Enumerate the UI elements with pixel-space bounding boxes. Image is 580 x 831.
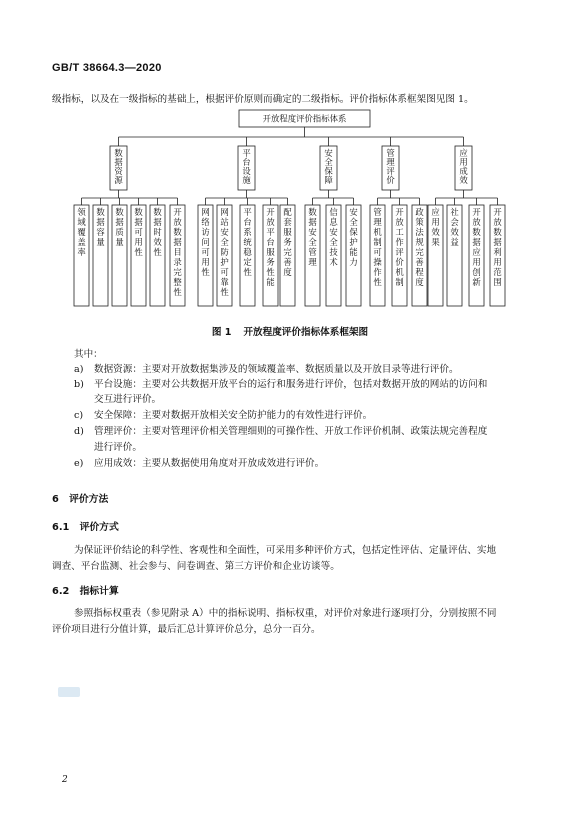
svg-text:开放数据利用范围: 开放数据利用范围 — [493, 207, 502, 287]
list-marker: b) — [74, 379, 84, 390]
paragraph-6-2-line-2: 评价项目进行分值计算，最后汇总计算评价总分，总分一百分。 — [52, 624, 321, 635]
list-text: 管理评价：主要对管理评价相关管理细则的可操作性、开放工作评价机制、政策法规完善程度 — [94, 426, 488, 437]
section-title: 评价方法 — [69, 494, 109, 505]
diagram-group-node — [110, 146, 127, 190]
svg-text:管理评价: 管理评价 — [386, 148, 395, 185]
list-marker: e) — [74, 458, 84, 469]
diagram-leaf-node — [150, 205, 165, 306]
diagram-group-node — [320, 146, 337, 190]
svg-text:社会效益: 社会效益 — [450, 207, 459, 247]
svg-text:开放数据目录完整性: 开放数据目录完整性 — [173, 207, 182, 297]
svg-text:应用成效: 应用成效 — [459, 148, 468, 185]
diagram-leaf-node — [93, 205, 108, 306]
diagram-leaf-node — [217, 205, 232, 306]
diagram-leaf-node — [240, 205, 255, 306]
svg-text:数据质量: 数据质量 — [115, 207, 124, 247]
paragraph-6-2-line-1: 参照指标权重表（参见附录 A）中的指标说明、指标权重，对评价对象进行逐项打分，分别按照不同 — [74, 608, 497, 619]
figure-caption — [0, 324, 580, 338]
figure-title: 开放程度评价指标体系框架图 — [243, 327, 369, 338]
diagram-leaf-node — [428, 205, 443, 306]
intro-paragraph: 级指标，以及在一级指标的基础上，根据评价原则而确定的二级指标。评价指标体系框架图见图 1。 — [52, 94, 474, 105]
svg-text:配套服务完善度: 配套服务完善度 — [283, 207, 292, 277]
figure-number: 图 1 — [211, 327, 232, 338]
svg-text:信息安全技术: 信息安全技术 — [329, 207, 338, 267]
diagram-group-node — [238, 146, 255, 190]
list-item-c — [74, 408, 373, 423]
diagram-leaf-node — [263, 205, 278, 306]
section-title: 评价方式 — [79, 522, 119, 533]
section-title: 指标计算 — [79, 586, 119, 597]
svg-text:平台设施: 平台设施 — [242, 148, 251, 185]
svg-text:开放平台服务性能: 开放平台服务性能 — [266, 207, 275, 287]
svg-text:安全保护能力: 安全保护能力 — [349, 207, 358, 267]
svg-text:网站安全防护可靠性: 网站安全防护可靠性 — [220, 207, 229, 297]
diagram-leaf-node — [198, 205, 213, 306]
section-number: 6 — [52, 494, 59, 505]
list-marker: c) — [74, 410, 84, 421]
svg-text:开放数据应用创新: 开放数据应用创新 — [472, 207, 481, 287]
list-marker: d) — [74, 426, 84, 437]
diagram-leaf-node — [469, 205, 484, 306]
section-number: 6.2 — [52, 586, 70, 597]
svg-text:数据可用性: 数据可用性 — [134, 207, 143, 257]
list-item-e — [74, 456, 325, 471]
diagram-leaf-node — [170, 205, 185, 306]
paragraph-6-1-line-2: 调查、平台监测、社会参与、问卷调查、第三方评价和企业访谈等。 — [52, 561, 340, 572]
svg-text:安全保障: 安全保障 — [324, 148, 333, 185]
diagram-root-node — [239, 110, 370, 127]
list-item-b — [74, 377, 488, 392]
svg-text:领域覆盖率: 领域覆盖率 — [77, 207, 86, 257]
section-6-1-heading — [52, 519, 119, 533]
section-number: 6.1 — [52, 522, 70, 533]
page-number: 2 — [62, 775, 68, 785]
svg-text:开放工作评价机制: 开放工作评价机制 — [395, 207, 404, 287]
section-6-2-heading — [52, 583, 119, 597]
framework-diagram — [0, 0, 580, 320]
paragraph-6-1-line-1: 为保证评价结论的科学性、客观性和全面性，可采用多种评价方式，包括定性评估、定量评估、实地 — [74, 545, 497, 556]
diagram-leaf-node — [392, 205, 407, 306]
svg-text:应用效果: 应用效果 — [431, 207, 440, 247]
svg-text:数据安全管理: 数据安全管理 — [308, 207, 317, 267]
list-intro: 其中： — [74, 349, 103, 360]
diagram-leaf-node — [412, 205, 427, 306]
diagram-group-node — [455, 146, 472, 190]
list-text: 交互进行评价。 — [94, 394, 162, 405]
list-text: 安全保障：主要对数据开放相关安全防护能力的有效性进行评价。 — [94, 410, 373, 421]
svg-text:开放程度评价指标体系: 开放程度评价指标体系 — [262, 113, 347, 124]
list-text: 应用成效：主要从数据使用角度对开放成效进行评价。 — [94, 458, 325, 469]
diagram-leaf-node — [131, 205, 146, 306]
section-6-heading — [52, 491, 108, 505]
diagram-leaf-node — [490, 205, 505, 306]
diagram-leaf-node — [447, 205, 462, 306]
list-item-a — [74, 362, 459, 377]
diagram-leaf-node — [346, 205, 361, 306]
standard-code: GB/T 38664.3—2020 — [52, 62, 162, 74]
svg-text:数据时效性: 数据时效性 — [153, 207, 162, 257]
diagram-leaf-node — [112, 205, 127, 306]
svg-text:数据资源: 数据资源 — [114, 148, 123, 185]
diagram-leaf-node — [280, 205, 295, 306]
diagram-leaf-node — [74, 205, 89, 306]
diagram-leaf-node — [370, 205, 385, 306]
list-item-d — [74, 424, 488, 439]
svg-text:政策法规完善程度: 政策法规完善程度 — [415, 207, 424, 287]
svg-text:管理机制可操作性: 管理机制可操作性 — [373, 207, 382, 287]
list-text: 进行评价。 — [94, 442, 142, 453]
diagram-group-node — [382, 146, 399, 190]
list-text: 数据资源：主要对开放数据集涉及的领域覆盖率、数据质量以及开放目录等进行评价。 — [94, 364, 459, 375]
svg-text:平台系统稳定性: 平台系统稳定性 — [243, 207, 252, 277]
diagram-leaf-node — [326, 205, 341, 306]
list-marker: a) — [74, 364, 84, 375]
diagram-leaf-node — [305, 205, 320, 306]
svg-text:数据容量: 数据容量 — [96, 207, 105, 247]
list-text: 平台设施：主要对公共数据开放平台的运行和服务进行评价，包括对数据开放的网站的访问和 — [94, 379, 488, 390]
faint-watermark-stamp — [58, 687, 80, 697]
svg-text:网络访问可用性: 网络访问可用性 — [201, 207, 210, 277]
